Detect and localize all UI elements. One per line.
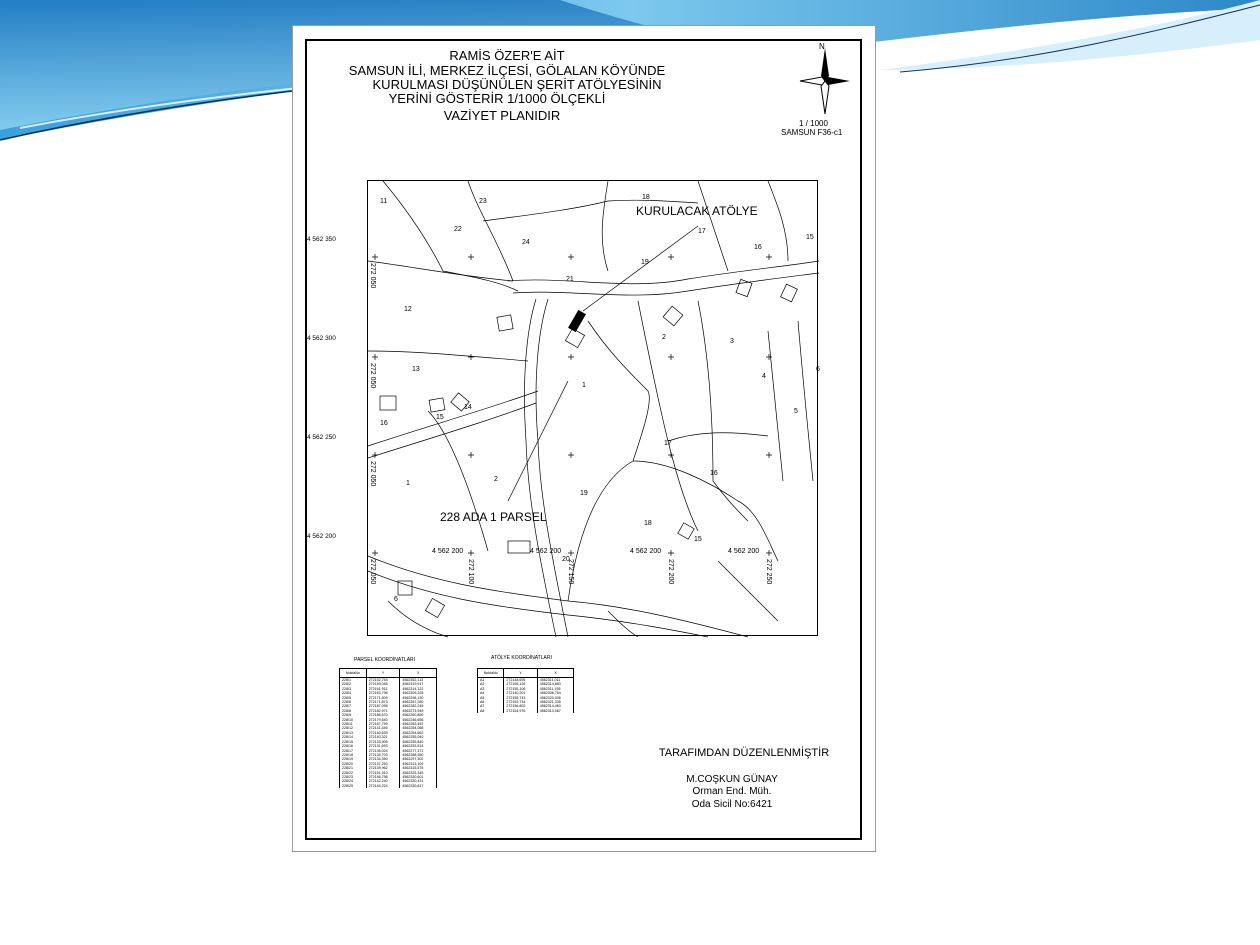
table-cell: 228/13 xyxy=(340,731,367,735)
table-cell: 272134,350 xyxy=(366,757,400,761)
table-cell: 228/21 xyxy=(340,766,367,770)
table-cell: 4562263,492 xyxy=(400,722,437,726)
column-header: NoktaNo xyxy=(478,669,504,678)
table-cell: 228/11 xyxy=(340,722,367,726)
table-cell: 4562255,840 xyxy=(400,740,437,744)
plan-sheet xyxy=(292,25,876,852)
parcel-number: 16 xyxy=(754,244,762,251)
parcel-number: 17 xyxy=(664,440,672,447)
table-cell: 272159,045 xyxy=(366,682,400,686)
table-cell: 272148,695 xyxy=(504,678,537,683)
parsel-table-caption: PARSEL KOORDİNATLARI xyxy=(354,657,416,663)
table-cell: 228/25 xyxy=(340,784,367,788)
table-cell: 228/12 xyxy=(340,726,367,730)
table-row xyxy=(478,709,574,713)
table-cell: 272151,910 xyxy=(366,771,400,775)
parcel-number: 24 xyxy=(522,239,530,246)
table-cell: 228/2 xyxy=(340,682,367,686)
table-cell: 4562319,917 xyxy=(400,682,437,686)
x-coord-label: 272 200 xyxy=(667,559,674,585)
table-cell: 4562309,225 xyxy=(400,691,437,695)
parcel-number: 2 xyxy=(494,476,498,483)
engineer-name: M.COŞKUN GÜNAY xyxy=(686,774,778,785)
table-cell: 272171,873 xyxy=(366,700,400,704)
table-cell: 272179,640 xyxy=(366,718,400,722)
x-coord-label: 272 050 xyxy=(369,263,376,289)
table-cell: 4562282,245 xyxy=(400,704,437,708)
table-cell: 228/18 xyxy=(340,753,367,757)
column-header: X xyxy=(537,669,573,678)
table-cell: 4562297,302 xyxy=(400,757,437,761)
table-cell: A5 xyxy=(478,696,504,700)
scale-label: 1 / 1000 xyxy=(799,119,828,128)
parcel-number: 4 xyxy=(762,373,766,380)
x-coord-label: 272 050 xyxy=(369,363,376,389)
table-row xyxy=(340,784,437,788)
table-cell: 228/3 xyxy=(340,687,367,691)
parcel-number: 2 xyxy=(662,334,666,341)
y-coord-label: 4 562 200 xyxy=(630,548,662,555)
table-cell: 272152,754 xyxy=(366,678,400,683)
table-cell: 272139,962 xyxy=(366,766,400,770)
x-coord-label: 272 150 xyxy=(567,559,574,585)
parcel-number: 23 xyxy=(479,198,487,205)
table-cell: 272135,024 xyxy=(366,749,400,753)
table-cell: 228/23 xyxy=(340,775,367,779)
workshop-annotation: KURULACAK ATÖLYE xyxy=(636,204,758,218)
parcel-number: 14 xyxy=(464,404,472,411)
table-cell: 272133,905 xyxy=(366,740,400,744)
parcel-number: 21 xyxy=(566,276,574,283)
north-arrow-icon xyxy=(800,48,850,114)
engineer-title: Orman End. Müh. xyxy=(692,786,772,797)
y-coord-label: 4 562 300 xyxy=(307,335,336,342)
y-coord-label: 4 562 250 xyxy=(307,434,336,441)
table-cell: 228/19 xyxy=(340,757,367,761)
x-coord-label: 272 050 xyxy=(369,461,376,487)
parcel-number: 1 xyxy=(582,382,586,389)
table-cell: 4562314,122 xyxy=(400,687,437,691)
north-label: N xyxy=(819,42,825,51)
site-map xyxy=(367,180,818,636)
table-cell: 228/1 xyxy=(340,678,367,683)
table-cell: 4562273,949 xyxy=(400,709,437,713)
title-line-3: KURULMASI DÜŞÜNÜLEN ŞERİT ATÖLYESİNİN xyxy=(372,77,662,92)
table-cell: 272131,693 xyxy=(366,744,400,748)
table-cell: 272137,253 xyxy=(366,762,400,766)
table-cell: 272182,971 xyxy=(366,709,400,713)
title-line-4: YERİNİ GÖSTERİR 1/1000 ÖLÇEKLİ xyxy=(388,91,606,106)
table-cell: 4562254,662 xyxy=(400,731,437,735)
table-cell: 4562255,040 xyxy=(400,735,437,739)
parcel-number: 16 xyxy=(710,470,718,477)
parcel-number: 5 xyxy=(794,408,798,415)
table-cell: A4 xyxy=(478,691,504,695)
y-coord-label: 4 562 200 xyxy=(307,533,336,540)
table-cell: 272144,224 xyxy=(366,784,400,788)
sheet-ref: SAMSUN F36-c1 xyxy=(781,128,843,137)
parcel-number: 20 xyxy=(562,556,570,563)
table-cell: 272187,095 xyxy=(366,704,400,708)
table-cell: 4562306,754 xyxy=(537,691,573,695)
table-cell: 228/6 xyxy=(340,700,367,704)
table-cell: 272171,509 xyxy=(366,696,400,700)
table-cell: 272163,798 xyxy=(366,691,400,695)
table-cell: 4562313,067 xyxy=(537,709,573,713)
parsel-coordinates-table xyxy=(339,668,437,788)
plan-frame xyxy=(305,39,862,840)
table-cell: 272140,639 xyxy=(366,731,400,735)
table-cell: 4562314,463 xyxy=(537,704,573,708)
table-cell: 228/9 xyxy=(340,713,367,717)
table-cell: 272146,798 xyxy=(366,775,400,779)
table-cell: 228/20 xyxy=(340,762,367,766)
table-cell: 228/8 xyxy=(340,709,367,713)
parcel-number: 16 xyxy=(380,420,388,427)
table-cell: 272135,703 xyxy=(366,753,400,757)
table-cell: 4562352,113 xyxy=(400,678,437,683)
parcel-number: 15 xyxy=(694,536,702,543)
table-cell: A3 xyxy=(478,687,504,691)
parcel-number: 11 xyxy=(380,198,388,205)
cadastral-drawing xyxy=(368,181,819,637)
parcel-number: 18 xyxy=(644,520,652,527)
table-cell: 272161,911 xyxy=(366,687,400,691)
table-cell: 272141,446 xyxy=(366,726,400,730)
parcel-number: 19 xyxy=(641,259,649,266)
table-cell: 272167,799 xyxy=(366,722,400,726)
table-cell: 272156,802 xyxy=(504,704,537,708)
table-cell: 4562287,280 xyxy=(400,700,437,704)
atolye-coordinates-table xyxy=(477,668,574,713)
table-cell: 228/17 xyxy=(340,749,367,753)
table-cell: A1 xyxy=(478,678,504,683)
parcel-number: 13 xyxy=(412,366,420,373)
parcel-number: 15 xyxy=(806,234,814,241)
column-header: Y xyxy=(504,669,537,678)
table-cell: 4562311,155 xyxy=(537,687,573,691)
x-coord-label: 272 050 xyxy=(369,559,376,585)
y-coord-label: 4 562 200 xyxy=(530,548,562,555)
table-cell: 4562298,130 xyxy=(400,696,437,700)
table-cell: 4562330,601 xyxy=(400,775,437,779)
table-cell: 272186,670 xyxy=(366,713,400,717)
table-cell: 272155,126 xyxy=(504,682,537,686)
title-line-2: SAMSUN İLİ, MERKEZ İLÇESİ, GÖLALAN KÖYÜNDE xyxy=(348,63,666,78)
parcel-number: 6 xyxy=(816,366,820,373)
y-coord-label: 4 562 200 xyxy=(728,548,760,555)
table-cell: 4562325,345 xyxy=(400,771,437,775)
prepared-by: TARAFIMDAN DÜZENLENMİŞTİR xyxy=(658,747,830,759)
table-cell: 4562260,850 xyxy=(400,713,437,717)
table-cell: 272142,240 xyxy=(366,779,400,783)
parcel-number: 22 xyxy=(454,226,462,233)
table-cell: 4562277,371 xyxy=(400,749,437,753)
column-header: Y xyxy=(366,669,400,678)
table-cell: 272140,201 xyxy=(504,691,537,695)
table-cell: 4562311,011 xyxy=(537,678,573,683)
table-cell: 4562313,109 xyxy=(400,762,437,766)
parcel-number: 15 xyxy=(436,414,444,421)
table-cell: 4562314,683 xyxy=(537,682,573,686)
x-coord-label: 272 100 xyxy=(467,559,474,585)
table-cell: A7 xyxy=(478,704,504,708)
y-coord-label: 4 562 350 xyxy=(307,236,336,243)
title-line-5: VAZİYET PLANIDIR xyxy=(443,108,561,123)
table-cell: 272154,976 xyxy=(504,709,537,713)
parcel-number: 6 xyxy=(394,596,398,603)
parcel-annotation: 228 ADA 1 PARSEL xyxy=(440,510,547,524)
table-cell: 272152,734 xyxy=(504,700,537,704)
table-cell: 4562321,335 xyxy=(537,700,573,704)
table-cell: 228/4 xyxy=(340,691,367,695)
table-cell: 228/16 xyxy=(340,744,367,748)
table-cell: A6 xyxy=(478,700,504,704)
table-cell: 228/5 xyxy=(340,696,367,700)
table-cell: 272155,743 xyxy=(504,696,537,700)
atolye-table-caption: ATÖLYE KOORDİNATLARI xyxy=(491,655,552,661)
parcel-number: 19 xyxy=(580,490,588,497)
parcel-number: 1 xyxy=(406,480,410,487)
table-cell: 4562330,431 xyxy=(400,779,437,783)
table-cell: 228/15 xyxy=(340,740,367,744)
table-cell: 228/14 xyxy=(340,735,367,739)
table-cell: A8 xyxy=(478,709,504,713)
table-cell: 4562254,068 xyxy=(400,726,437,730)
table-cell: 228/24 xyxy=(340,779,367,783)
parcel-number: 18 xyxy=(642,194,650,201)
table-cell: 4562320,006 xyxy=(537,696,573,700)
table-cell: 4562315,575 xyxy=(400,766,437,770)
column-header: X xyxy=(400,669,437,678)
parcel-number: 17 xyxy=(698,228,706,235)
table-cell: 228/10 xyxy=(340,718,367,722)
table-cell: 228/22 xyxy=(340,771,367,775)
table-cell: 4562330,817 xyxy=(400,784,437,788)
table-cell: 228/7 xyxy=(340,704,367,708)
x-coord-label: 272 250 xyxy=(765,559,772,585)
table-cell: 4562253,514 xyxy=(400,744,437,748)
title-line-1: RAMİS ÖZER'E AİT xyxy=(449,48,565,63)
column-header: NoktaNo xyxy=(340,669,367,678)
parcel-number: 12 xyxy=(404,306,412,313)
table-cell: 4562246,656 xyxy=(400,718,437,722)
table-cell: 4562288,350 xyxy=(400,753,437,757)
registration-number: Oda Sicil No:6421 xyxy=(691,799,773,810)
table-cell: 272140,321 xyxy=(366,735,400,739)
table-cell: 272155,106 xyxy=(504,687,537,691)
parcel-number: 3 xyxy=(730,338,734,345)
y-coord-label: 4 562 200 xyxy=(432,548,464,555)
table-cell: A2 xyxy=(478,682,504,686)
